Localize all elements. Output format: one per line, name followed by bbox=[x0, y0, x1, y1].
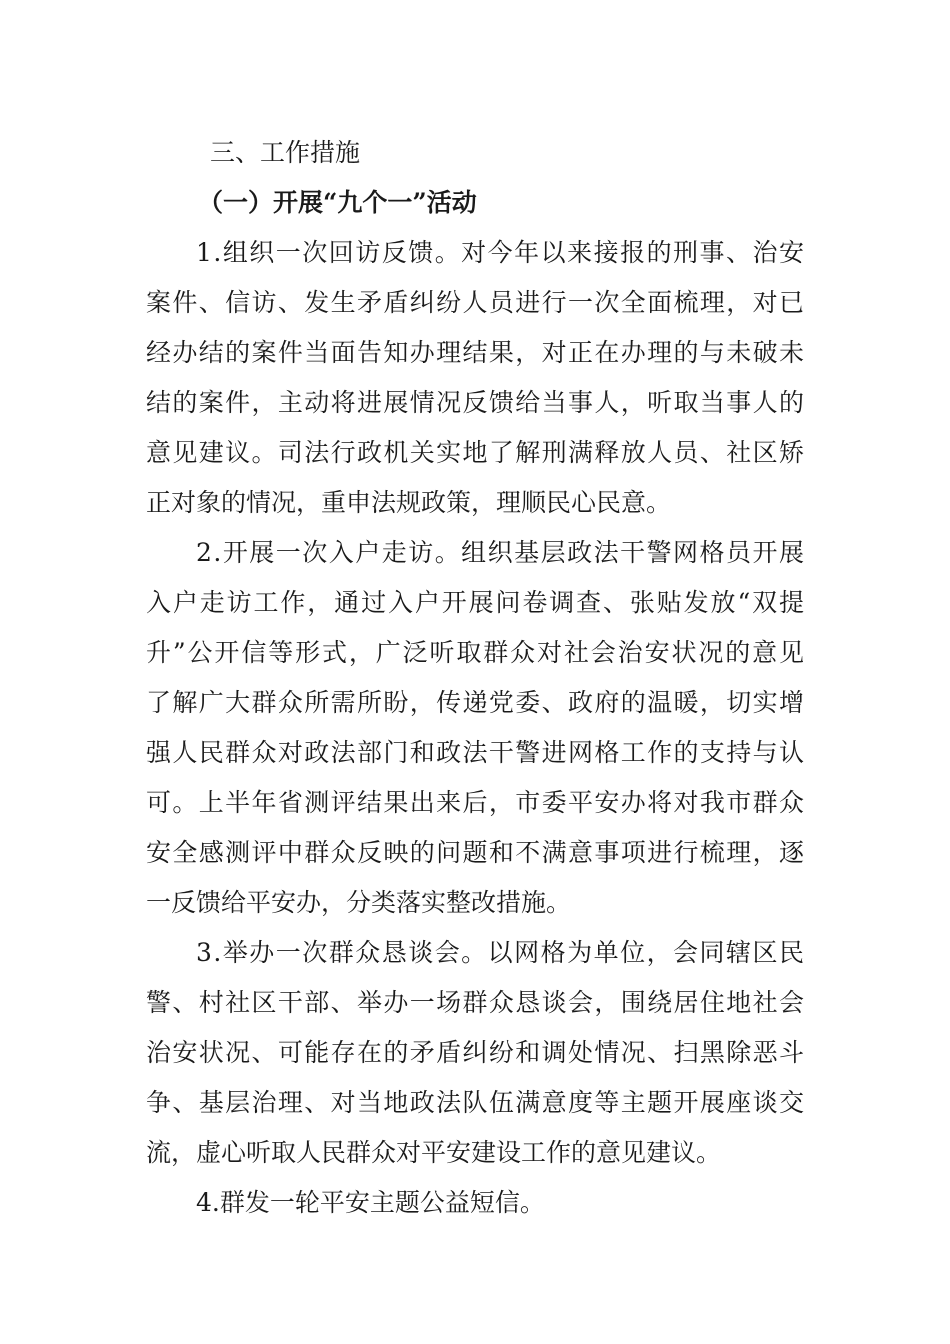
paragraph-line bbox=[0, 678, 950, 728]
body-text-line: 案件、信访、发生矛盾纠纷人员进行一次全面梳理，对已 bbox=[146, 288, 806, 317]
body-text-line: 治安状况、可能存在的矛盾纠纷和调处情况、扫黑除恶斗 bbox=[146, 1038, 806, 1067]
body-text-line: 了解广大群众所需所盼，传递党委、政府的温暖，切实增 bbox=[146, 688, 806, 717]
body-text-line: 争、基层治理、对当地政法队伍满意度等主题开展座谈交 bbox=[146, 1088, 806, 1117]
paragraph-line bbox=[0, 778, 950, 828]
paragraph-line bbox=[0, 1028, 950, 1078]
body-text-line: 流，虚心听取人民群众对平安建设工作的意见建议。 bbox=[146, 1138, 722, 1167]
item-4-first-line: 4.群发一轮平安主题公益短信。 bbox=[196, 1188, 545, 1217]
paragraph-line bbox=[0, 978, 950, 1028]
body-text-line: 正对象的情况，重申法规政策，理顺民心民意。 bbox=[146, 488, 672, 517]
section-heading-line bbox=[0, 128, 950, 178]
body-text-line: 入户走访工作，通过入户开展问卷调查、张贴发放“双提 bbox=[146, 588, 806, 617]
paragraph-line bbox=[0, 828, 950, 878]
paragraph-line bbox=[0, 428, 950, 478]
paragraph-line bbox=[0, 528, 950, 578]
paragraph-line bbox=[0, 1078, 950, 1128]
section-heading: 三、工作措施 bbox=[210, 138, 361, 167]
body-text-line: 升”公开信等形式，广泛听取群众对社会治安状况的意见 bbox=[146, 638, 806, 667]
paragraph-line bbox=[0, 378, 950, 428]
paragraph-line bbox=[0, 628, 950, 678]
body-text-line: 意见建议。司法行政机关实地了解刑满释放人员、社区矫 bbox=[146, 438, 806, 467]
body-text-line: 强人民群众对政法部门和政法干警进网格工作的支持与认 bbox=[146, 738, 806, 767]
paragraph-line bbox=[0, 578, 950, 628]
subsection-heading: （一）开展“九个一”活动 bbox=[198, 188, 477, 217]
paragraph-line bbox=[0, 228, 950, 278]
paragraph-line bbox=[0, 478, 950, 528]
body-text-line: 经办结的案件当面告知办理结果，对正在办理的与未破未 bbox=[146, 338, 806, 367]
body-text-line: 可。上半年省测评结果出来后，市委平安办将对我市群众 bbox=[146, 788, 806, 817]
item-1-first-line: 1.组织一次回访反馈。对今年以来接报的刑事、治安 bbox=[196, 238, 806, 267]
paragraph-line bbox=[0, 1178, 950, 1228]
subsection-heading-line bbox=[0, 178, 950, 228]
paragraph-line bbox=[0, 328, 950, 378]
body-text-line: 结的案件，主动将进展情况反馈给当事人，听取当事人的 bbox=[146, 388, 806, 417]
item-3-first-line: 3.举办一次群众恳谈会。以网格为单位，会同辖区民 bbox=[196, 938, 806, 967]
paragraph-line bbox=[0, 728, 950, 778]
paragraph-line bbox=[0, 878, 950, 928]
paragraph-line bbox=[0, 928, 950, 978]
paragraph-line bbox=[0, 278, 950, 328]
paragraph-line bbox=[0, 1128, 950, 1178]
body-text-line: 警、村社区干部、举办一场群众恳谈会，围绕居住地社会 bbox=[146, 988, 806, 1017]
item-2-first-line: 2.开展一次入户走访。组织基层政法干警网格员开展 bbox=[196, 538, 806, 567]
body-text-line: 一反馈给平安办，分类落实整改措施。 bbox=[146, 888, 572, 917]
body-text-line: 安全感测评中群众反映的问题和不满意事项进行梳理，逐 bbox=[146, 838, 806, 867]
